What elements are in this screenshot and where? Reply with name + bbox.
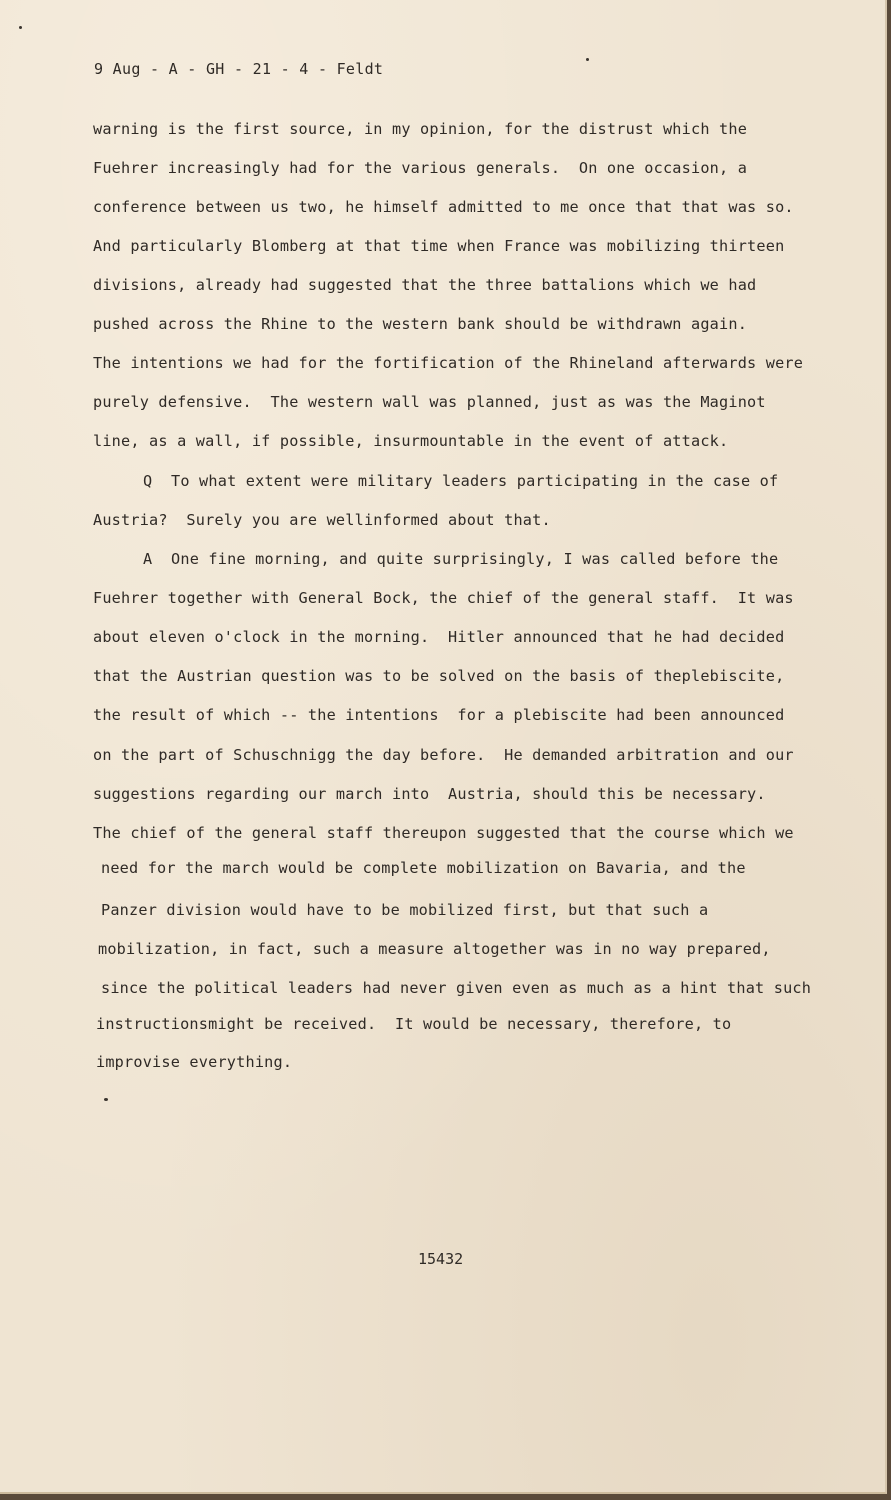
text-line-8: purely defensive. The western wall was planned, just as was the Maginot <box>93 393 766 411</box>
text-line-17: on the part of Schuschnigg the day before. He demanded arbitration and our <box>93 746 794 764</box>
paper-speck <box>586 58 589 61</box>
text-line-13: Fuehrer together with General Bock, the chief of the general staff. It was <box>93 589 794 607</box>
text-line-1: warning is the first source, in my opinion, for the distrust which the <box>93 120 748 138</box>
paper-speck <box>19 26 22 29</box>
text-line-2: Fuehrer increasingly had for the various generals. On one occasion, a <box>93 159 748 177</box>
text-line-22: mobilization, in fact, such a measure altogether was in no way prepared, <box>98 940 771 958</box>
paper-speck <box>104 1098 108 1101</box>
text-line-11: Austria? Surely you are wellinformed about that. <box>93 511 551 529</box>
text-line-18: suggestions regarding our march into Austria, should this be necessary. <box>93 785 766 803</box>
text-line-5: divisions, already had suggested that the three battalions which we had <box>93 276 757 294</box>
text-line-25: improvise everything. <box>96 1053 293 1071</box>
text-line-14: about eleven o'clock in the morning. Hitler announced that he had decided <box>93 628 785 646</box>
text-line-15: that the Austrian question was to be solved on the basis of theplebiscite, <box>93 667 785 685</box>
text-line-24: instructionsmight be received. It would be necessary, therefore, to <box>96 1015 732 1033</box>
text-line-3: conference between us two, he himself admitted to me once that that was so. <box>93 198 794 216</box>
page-number: 15432 <box>418 1250 464 1268</box>
text-line-10: Q To what extent were military leaders participating in the case of <box>143 472 779 490</box>
text-line-23: since the political leaders had never given even as much as a hint that such <box>101 979 812 997</box>
text-line-7: The intentions we had for the fortification of the Rhineland afterwards were <box>93 354 804 372</box>
text-line-16: the result of which -- the intentions for a plebiscite had been announced <box>93 706 785 724</box>
text-line-9: line, as a wall, if possible, insurmountable in the event of attack. <box>93 432 729 450</box>
text-line-12: A One fine morning, and quite surprisingly, I was called before the <box>143 550 779 568</box>
text-line-19: The chief of the general staff thereupon suggested that the course which we <box>93 824 794 842</box>
text-line-6: pushed across the Rhine to the western bank should be withdrawn again. <box>93 315 748 333</box>
text-line-21: Panzer division would have to be mobilized first, but that such a <box>101 901 709 919</box>
document-header: 9 Aug - A - GH - 21 - 4 - Feldt <box>94 60 384 78</box>
text-line-4: And particularly Blomberg at that time when France was mobilizing thirteen <box>93 237 785 255</box>
text-line-20: need for the march would be complete mobilization on Bavaria, and the <box>101 859 746 877</box>
